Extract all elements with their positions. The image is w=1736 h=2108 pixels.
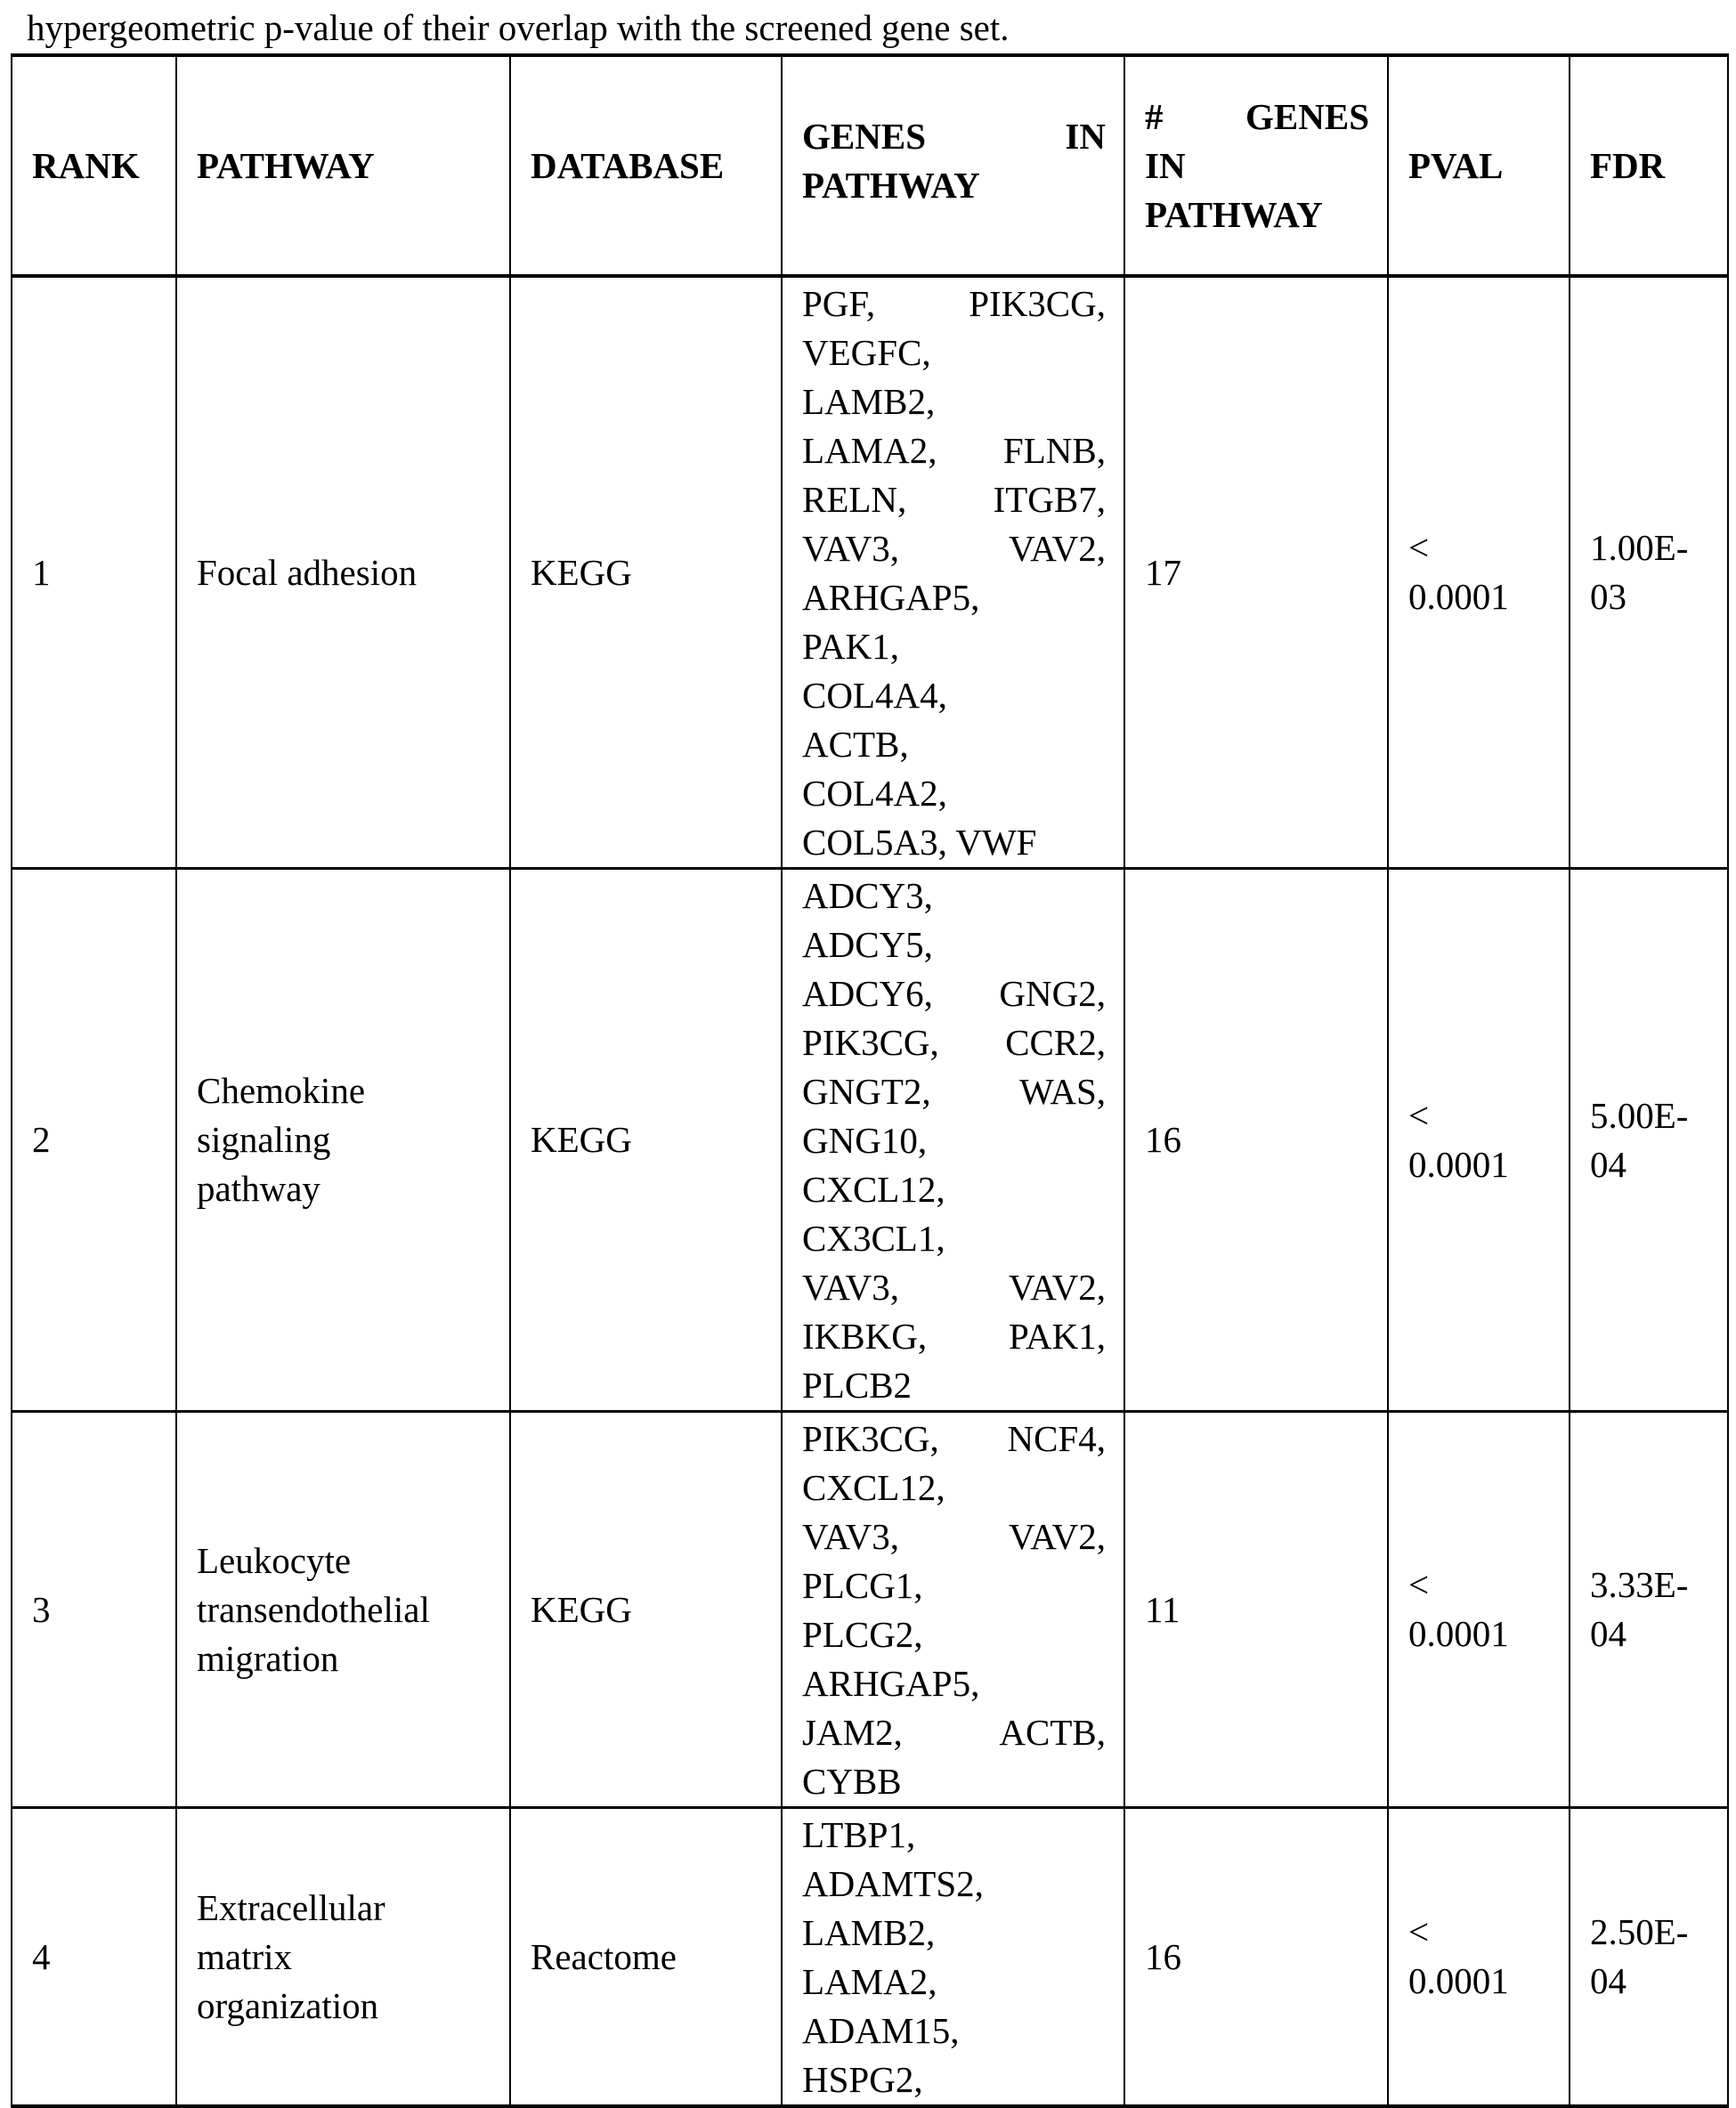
header-row [12,55,1728,276]
gene-line: GNGT2, WAS, [802,1071,1106,1112]
fdr-line-2: 04 [1590,1143,1626,1185]
header-num-genes-line-3: PATHWAY [1145,193,1323,235]
cell-database: KEGG [510,869,782,1412]
gene-line: PGF, PIK3CG, [802,283,1106,324]
header-rank: RANK [12,55,176,276]
gene-line: GNG10, [802,1120,928,1161]
gene-line: CXCL12, [802,1467,945,1508]
gene-line: PLCG2, [802,1614,923,1655]
gene-line: CYBB [802,1761,902,1802]
gene-line: ARHGAP5, [802,1663,980,1704]
cell-database: KEGG [510,1412,782,1808]
table-caption [27,0,1010,48]
gene-line: PIK3CG, NCF4, [802,1418,1106,1459]
header-fdr: FDR [1570,55,1728,276]
header-num-genes-in-pathway [1124,55,1388,276]
cell-rank: 2 [12,869,176,1412]
gene-line: ADCY6, GNG2, [802,973,1106,1014]
gene-line: VAV3, VAV2, [802,1267,1106,1308]
gene-line: LAMA2, [802,1961,937,2002]
pval-line-1: < [1408,527,1430,568]
header-database: DATABASE [510,55,782,276]
gene-line: LTBP1, [802,1814,916,1855]
gene-line: VEGFC, [802,332,931,373]
table-row [12,869,1728,1412]
caption-cut-line [27,0,1010,7]
gene-line: LAMA2, FLNB, [802,430,1106,471]
cell-pval [1388,276,1570,869]
cell-genes [782,1808,1124,2107]
cell-genes [782,276,1124,869]
gene-line: LAMB2, [802,1912,936,1953]
cell-fdr [1570,1412,1728,1808]
gene-line: PLCB2 [802,1365,913,1406]
gene-line: ARHGAP5, [802,577,980,618]
gene-line: COL5A3, VWF [802,822,1037,863]
table-row [12,1808,1728,2107]
cell-pathway: Chemokine signaling pathway [176,869,510,1412]
cell-pathway: Leukocyte transendothelial migration [176,1412,510,1808]
table-row [12,1412,1728,1808]
pval-line-2: 0.0001 [1408,1613,1509,1654]
fdr-line-1: 2.50E- [1590,1911,1689,1952]
cell-num-genes: 16 [1124,869,1388,1412]
cell-pval [1388,1808,1570,2107]
gene-line: ACTB, [802,724,909,765]
pval-line-1: < [1408,1911,1430,1952]
fdr-line-1: 5.00E- [1590,1094,1689,1136]
gene-line: ADCY3, [802,875,933,916]
gene-line: PLCG1, [802,1565,923,1606]
cell-pval [1388,869,1570,1412]
gene-line: ADCY5, [802,924,933,965]
cell-database: KEGG [510,276,782,869]
gene-line: COL4A2, [802,773,947,814]
cell-num-genes: 11 [1124,1412,1388,1808]
gene-line: CX3CL1, [802,1218,945,1259]
pval-line-2: 0.0001 [1408,576,1509,617]
cell-pathway: Focal adhesion [176,276,510,869]
table-row [12,276,1728,869]
cell-genes [782,1412,1124,1808]
cell-database: Reactome [510,1808,782,2107]
cell-rank: 1 [12,276,176,869]
header-num-genes-line-2: IN [1145,144,1186,186]
cell-pval [1388,1412,1570,1808]
cell-pathway: Extracellular matrix organization [176,1808,510,2107]
gene-line: CXCL12, [802,1169,945,1210]
gene-line: RELN, ITGB7, [802,479,1106,520]
cell-fdr [1570,1808,1728,2107]
pval-line-2: 0.0001 [1408,1143,1509,1185]
pathway-enrichment-table [11,53,1729,2108]
gene-line: COL4A4, [802,675,947,716]
header-genes-in-pathway [782,55,1124,276]
header-pathway: PATHWAY [176,55,510,276]
pval-line-2: 0.0001 [1408,1960,1509,2001]
gene-line: IKBKG, PAK1, [802,1316,1106,1357]
fdr-line-2: 03 [1590,576,1626,617]
gene-line: VAV3, VAV2, [802,528,1106,569]
header-genes-in-pathway-line-1: GENES IN [802,116,1106,157]
fdr-line-1: 1.00E- [1590,527,1689,568]
cell-num-genes: 17 [1124,276,1388,869]
cell-genes [782,869,1124,1412]
header-pval: PVAL [1388,55,1570,276]
gene-line: VAV3, VAV2, [802,1516,1106,1557]
gene-line: HSPG2, [802,2059,923,2100]
pval-line-1: < [1408,1564,1430,1605]
cell-fdr [1570,276,1728,869]
cell-rank: 4 [12,1808,176,2107]
gene-line: LAMB2, [802,381,936,422]
cell-rank: 3 [12,1412,176,1808]
gene-line: JAM2, ACTB, [802,1712,1106,1753]
fdr-line-1: 3.33E- [1590,1564,1689,1605]
fdr-line-2: 04 [1590,1613,1626,1654]
fdr-line-2: 04 [1590,1960,1626,2001]
cell-fdr [1570,869,1728,1412]
caption-line: hypergeometric p-value of their overlap with the screened gene set. [27,7,1010,48]
header-genes-in-pathway-line-2: PATHWAY [802,165,980,206]
cell-num-genes: 16 [1124,1808,1388,2107]
gene-line: PAK1, [802,626,900,667]
gene-line: PIK3CG, CCR2, [802,1022,1106,1063]
gene-line: ADAMTS2, [802,1863,984,1904]
header-num-genes-line-1: # GENES [1145,95,1369,137]
gene-line: ADAM15, [802,2010,960,2051]
pval-line-1: < [1408,1094,1430,1136]
